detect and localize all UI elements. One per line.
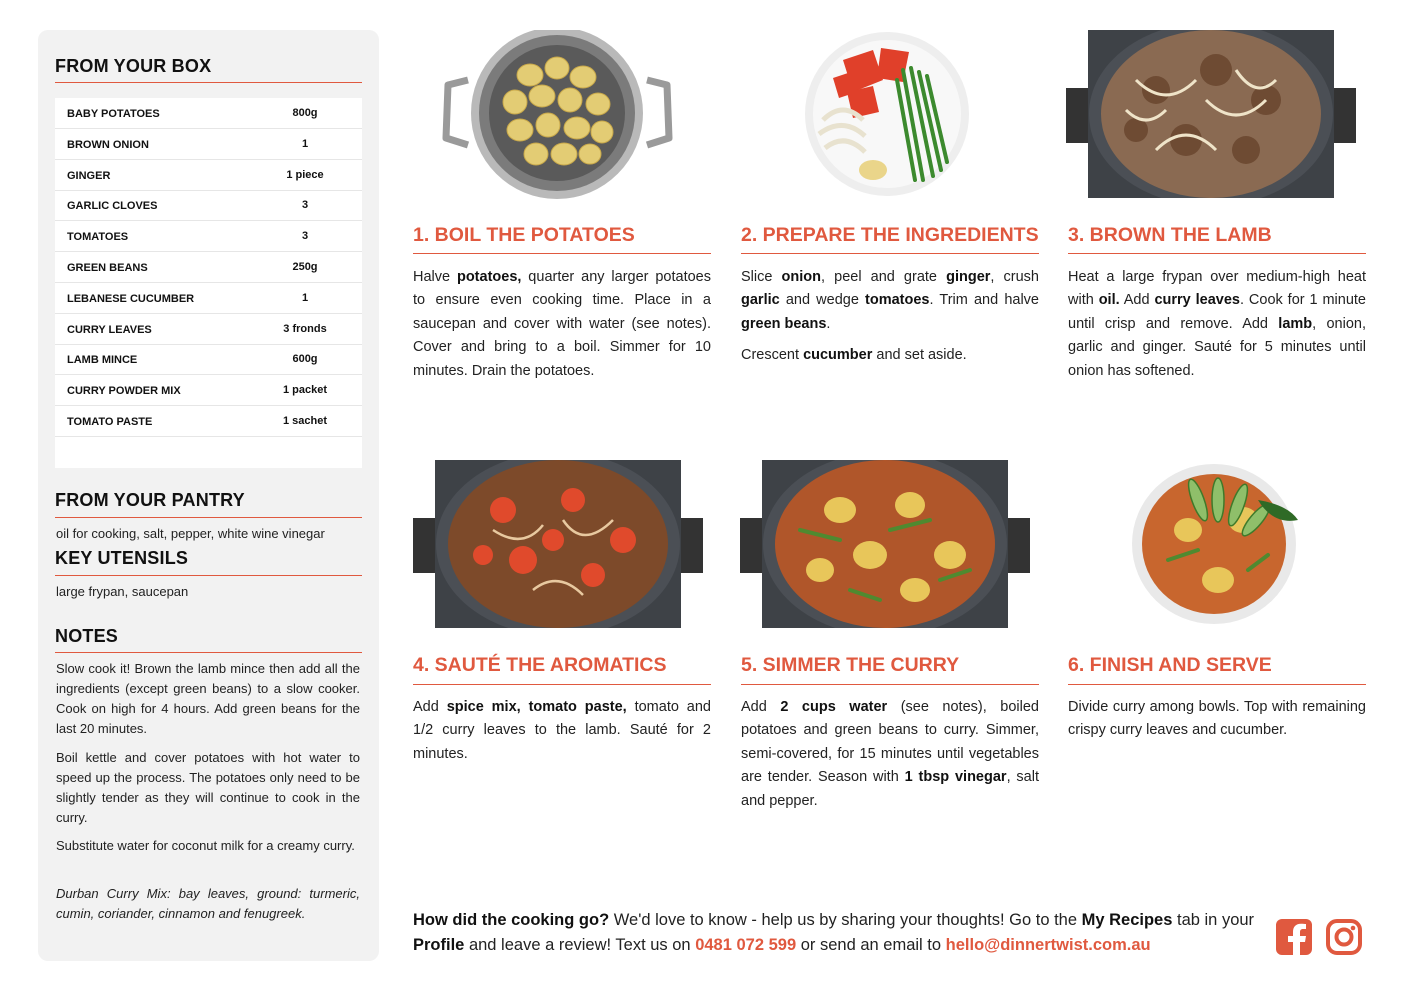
step-6-title: 6. FINISH AND SERVE	[1068, 654, 1272, 676]
step-paragraph	[741, 344, 1039, 367]
step-2-title: 2. PREPARE THE INGREDIENTS	[741, 224, 1039, 246]
footer-text: We'd love to know - help us by sharing your thoughts! Go to the	[609, 911, 1082, 929]
ingredient-qty: 800g	[292, 107, 318, 119]
step-text: quarter any larger potatoes to ensure even cooking time. Place in a saucepan and cover with water (see notes). Cover and bring to a boil. Simmer for 10 minutes. Drain the potatoes.	[413, 269, 711, 379]
step-4-body	[413, 696, 711, 766]
feedback-footer	[413, 908, 1263, 958]
step-paragraph	[413, 696, 711, 766]
phone-number-link[interactable]: 0481 072 599	[695, 936, 797, 954]
step-text: .	[826, 315, 831, 332]
step-text: Add	[1119, 292, 1155, 309]
note-item: Substitute water for coconut milk for a creamy curry.	[56, 838, 355, 853]
ingredient-name: LAMB MINCE	[67, 354, 138, 367]
ingredient-qty: 1	[301, 291, 309, 304]
step-text: tomato and 1/2 curry leaves to the lamb. Sauté for 2 minutes.	[413, 699, 711, 762]
step-ingredient-bold: 1 tbsp vinegar	[904, 769, 1007, 786]
footer-text: tab in your	[1172, 911, 1255, 929]
step-6-rule	[1068, 684, 1366, 685]
step-text: Heat a large frypan over medium-high heat with	[1068, 269, 1366, 309]
step-2-body	[741, 266, 1039, 368]
ingredient-row	[55, 252, 362, 283]
step-text: . Cook for 1 minute until crisp and remove. Add	[1068, 292, 1366, 332]
step-paragraph	[413, 266, 711, 383]
step-paragraph	[741, 266, 1039, 336]
step-4-photo	[413, 460, 703, 628]
step-4-rule	[413, 684, 711, 685]
ingredient-qty: 1 packet	[282, 384, 328, 397]
step-text: , salt and pepper.	[741, 769, 1039, 809]
step-ingredient-bold: onion	[781, 269, 821, 285]
step-text: Add	[413, 699, 447, 715]
step-paragraph	[1068, 696, 1366, 743]
step-6-body	[1068, 696, 1366, 743]
my-recipes-label: My Recipes	[1081, 911, 1173, 929]
heading-rule	[55, 82, 362, 83]
step-2-rule	[741, 253, 1039, 254]
ingredient-name: CURRY LEAVES	[67, 323, 152, 336]
from-your-pantry-heading: FROM YOUR PANTRY	[55, 490, 245, 510]
step-5-photo	[740, 460, 1030, 628]
note-item: Slow cook it! Brown the lamb mince then add all the ingredients (except green beans) to a slow cooker. Cook on high for 4 hours. Add green beans for the last 20 minutes.	[56, 661, 360, 736]
step-3-rule	[1068, 253, 1366, 254]
step-paragraph	[1068, 266, 1366, 383]
footer-text: and leave a review! Text us on	[464, 936, 696, 954]
step-3-title: 3. BROWN THE LAMB	[1068, 224, 1272, 246]
step-5-body	[741, 696, 1039, 813]
footer-question: How did the cooking go?	[413, 911, 610, 929]
step-text: Crescent	[741, 347, 804, 364]
from-your-box-heading: FROM YOUR BOX	[55, 56, 212, 76]
ingredient-qty: 3	[301, 230, 309, 243]
notes-heading: NOTES	[55, 626, 119, 646]
ingredient-row	[55, 190, 362, 221]
ingredient-row	[55, 221, 362, 252]
step-text: and wedge	[779, 292, 866, 309]
step-ingredient-bold: green beans	[741, 315, 827, 332]
step-ingredient-bold: 2 cups water	[780, 699, 888, 715]
step-3-photo	[1066, 30, 1356, 198]
step-ingredient-bold: tomatoes	[865, 292, 930, 309]
step-1-body	[413, 266, 711, 383]
step-text: , peel and grate	[821, 269, 947, 285]
ingredient-name: GINGER	[67, 169, 111, 182]
step-ingredient-bold: curry leaves	[1154, 292, 1240, 309]
step-ingredient-bold: spice mix, tomato paste,	[446, 699, 627, 715]
step-paragraph	[741, 696, 1039, 813]
instagram-icon[interactable]	[1325, 918, 1363, 956]
step-ingredient-bold: lamb	[1278, 315, 1313, 332]
heading-rule	[55, 517, 362, 518]
ingredient-row	[55, 406, 362, 437]
step-ingredient-bold: potatoes,	[456, 269, 522, 285]
ingredient-name: TOMATO PASTE	[67, 416, 153, 428]
key-utensils-heading: KEY UTENSILS	[55, 548, 189, 568]
ingredient-row	[55, 344, 362, 375]
step-5-title: 5. SIMMER THE CURRY	[741, 654, 960, 676]
step-4-title: 4. SAUTÉ THE AROMATICS	[413, 654, 667, 676]
ingredient-row	[55, 98, 362, 129]
ingredient-name: BABY POTATOES	[67, 108, 160, 120]
ingredient-qty: 1 sachet	[282, 415, 328, 427]
step-ingredient-bold: ginger	[946, 269, 991, 285]
ingredient-qty: 600g	[292, 353, 318, 366]
heading-rule	[55, 575, 362, 576]
step-2-photo	[803, 30, 971, 198]
ingredient-table	[55, 98, 362, 468]
step-1-rule	[413, 253, 711, 254]
ingredient-name: GARLIC CLOVES	[67, 200, 158, 213]
heading-rule	[55, 652, 362, 653]
step-1-photo	[440, 30, 675, 200]
ingredient-name: LEBANESE CUCUMBER	[67, 292, 195, 305]
ingredient-row	[55, 160, 362, 191]
step-text: , crush	[990, 269, 1039, 285]
step-5-rule	[741, 684, 1039, 685]
ingredient-qty: 250g	[292, 261, 318, 273]
profile-label: Profile	[413, 936, 465, 954]
ingredient-qty: 3 fronds	[283, 322, 327, 335]
ingredient-row	[55, 314, 362, 345]
step-ingredient-bold: oil.	[1098, 292, 1120, 309]
step-3-body	[1068, 266, 1366, 383]
ingredients-sidebar	[38, 30, 379, 961]
step-6-photo	[1128, 460, 1304, 628]
ingredient-name: GREEN BEANS	[67, 262, 148, 274]
ingredient-row	[55, 375, 362, 406]
ingredient-row	[55, 283, 362, 314]
step-text: Slice	[741, 269, 782, 285]
step-1-title: 1. BOIL THE POTATOES	[413, 224, 635, 246]
step-text: and set aside.	[872, 347, 967, 364]
step-text: . Trim and halve	[929, 292, 1039, 309]
ingredient-name: BROWN ONION	[67, 138, 149, 151]
ingredient-name: CURRY POWDER MIX	[67, 385, 181, 398]
step-text: Divide curry among bowls. Top with remaining crispy curry leaves and cucumber.	[1068, 699, 1366, 739]
ingredient-row	[55, 129, 362, 160]
ingredient-name: TOMATOES	[67, 231, 129, 244]
note-item: Durban Curry Mix: bay leaves, ground: turmeric, cumin, coriander, cinnamon and fenugreek.	[56, 886, 360, 921]
facebook-icon[interactable]	[1275, 918, 1313, 956]
pantry-text: oil for cooking, salt, pepper, white wine vinegar	[56, 526, 325, 541]
note-item: Boil kettle and cover potatoes with hot water to speed up the process. The potatoes only need to be slightly tender as they will continue to cook in the curry.	[56, 750, 360, 825]
ingredient-qty: 1 piece	[286, 168, 324, 181]
ingredient-qty: 3	[301, 199, 309, 212]
step-ingredient-bold: garlic	[741, 292, 780, 309]
step-text: Halve	[413, 269, 457, 285]
ingredient-qty: 1	[301, 137, 309, 150]
step-text: (see notes), boiled potatoes and green beans to curry. Simmer, semi-covered, for 15 minutes until vegetables are tender. Season with	[741, 699, 1039, 786]
utensils-text: large frypan, saucepan	[56, 584, 189, 599]
email-link[interactable]: hello@dinnertwist.com.au	[945, 936, 1151, 954]
step-text: Add	[741, 699, 781, 715]
footer-text: or send an email to	[796, 936, 946, 954]
step-ingredient-bold: cucumber	[803, 347, 873, 364]
step-text: , onion, garlic and ginger. Sauté for 5 minutes until onion has softened.	[1068, 315, 1366, 379]
